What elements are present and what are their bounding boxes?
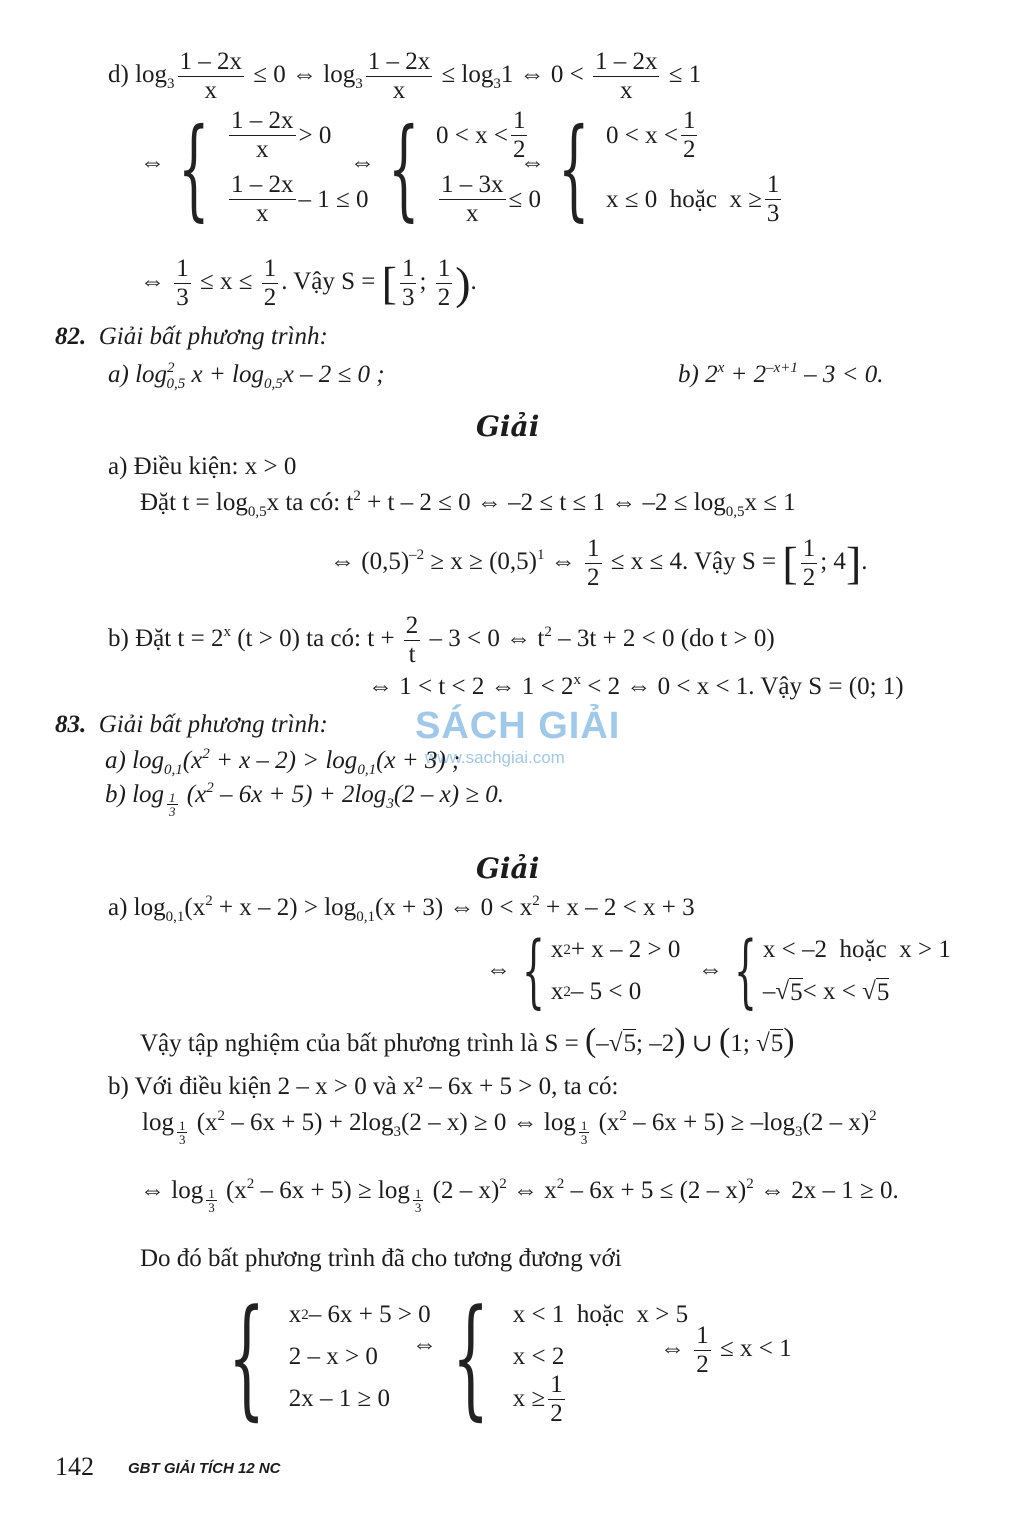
- exercise-82-header: [55, 322, 328, 352]
- equiv-arrow: ⇔: [698, 956, 723, 983]
- equiv-arrow: ⇔: [140, 149, 165, 176]
- solution-heading-83: Giải: [476, 852, 540, 885]
- line-d-main: d) $\log_3$ $\frac{1 - 2x}{x}$ ≤ 0 ⇔ $\log_3$ $\frac{1 - 2x}{x}$ ≤ $\log_31$ ⇔ 0 < $\frac{1 - 2x}{x}$ ≤ 1: [108, 48, 702, 104]
- equiv-arrow: ⇔: [520, 149, 545, 176]
- system-83b-2: { x < 1 hoặc x > 5 x < 2 x ≥ $\frac{1}{2}$: [452, 1281, 689, 1433]
- line-82b-result: ⇔ 1 < t < 2 ⇔ $1 < 2^x < 2$ ⇔ 0 < x < 1. Vậy S = (0; 1): [368, 672, 904, 700]
- exercise-82-part-b: b) $2^x + 2^{-x+1} - 3 < 0$.: [678, 360, 884, 388]
- exercise-83-part-b: b) log $_{\frac{1}{3}}$ $(x^2 - 6x + 5) + 2\log_3(2 - x) \ge 0$.: [105, 780, 505, 820]
- page-number: 142: [55, 1452, 94, 1481]
- result-83a-text: Vậy tập nghiệm của bất phương trình là S =: [140, 1030, 579, 1057]
- system-d-3: { 0 < x < $\frac{1}{2}$ x ≤ 0 hoặc x ≥ $\frac{1}{3}$: [558, 103, 780, 232]
- line-82a-result: ⇔ $(0,5)^{-2} \ge x \ge (0,5)^1$ ⇔ $\frac{1}{2}$ ≤ x ≤ 4. Vậy S = [ $\frac{1}{2}$ ; 4].: [330, 535, 868, 591]
- line-82a-sub: Đặt $t = \log_{0,5}x$ ta có: $t^2 + t - 2 \le 0$ ⇔ –2 ≤ t ≤ 1 ⇔ $-2 \le \log_{0,5}x \le 1$: [140, 488, 796, 520]
- system-83a-1: { x 2 + x – 2 > 0 x 2 – 5 < 0: [522, 924, 681, 1017]
- exercise-83-prompt: Giải bất phương trình:: [98, 711, 328, 738]
- exercise-82-prompt: Giải bất phương trình:: [98, 323, 328, 350]
- line-83b-condition: b) Với điều kiện 2 – x > 0 và x² – 6x + 5 > 0, ta có:: [108, 1073, 619, 1100]
- line-83b-result: ⇔ $\frac{1}{2}$ ≤ x < 1: [660, 1322, 792, 1378]
- line-83a-main: a) $\log_{0,1}(x^2 + x - 2) > \log_{0,1}(x + 3)$ ⇔ $0 < x^2 + x - 2 < x + 3$: [108, 893, 695, 925]
- word-hoac: hoặc: [839, 936, 887, 963]
- line-83b-step2: ⇔ log $_{\frac{1}{3}}$ $(x^2 - 6x + 5) \ge \log$ $_{\frac{1}{3}}$ (2 – x)$^2$ ⇔ $x^2 - 6x + 5 \le (2 - x)^2$ ⇔ 2x – 1 ≥ 0.: [140, 1176, 899, 1216]
- equiv-arrow: ⇔: [350, 149, 375, 176]
- line-82a-condition: a) Điều kiện: x > 0: [108, 453, 297, 480]
- book-title: GBT GIẢI TÍCH 12 NC: [128, 1460, 281, 1477]
- exercise-83-number: 83.: [55, 711, 87, 738]
- line-83a-result: Vậy tập nghiệm của bất phương trình là S = (–√5; –2) ∪ (1; √5): [140, 1022, 795, 1059]
- exercise-83-part-a: a) $\log_{0,1}(x^2 + x - 2) > \log_{0,1}(x + 3)$ ;: [105, 746, 461, 778]
- solution-heading-82: Giải: [476, 410, 540, 443]
- line-83b-equiv-text: Do đó bất phương trình đã cho tương đương với: [140, 1245, 622, 1272]
- watermark-brand: SÁCH GIẢI: [415, 705, 621, 747]
- system-d-1: { $\frac{1 - 2x}{x}$ > 0 $\frac{1 - 2x}{x}$ – 1 ≤ 0: [178, 103, 369, 232]
- exercise-82-part-a: a) $\log^2_{0,5} x + \log_{0,5}x - 2 \le 0$ ;: [108, 360, 385, 392]
- system-d-2: { 0 < x < $\frac{1}{2}$ $\frac{1 - 3x}{x}$ ≤ 0: [388, 103, 541, 232]
- equiv-arrow: ⇔: [412, 1331, 437, 1358]
- equiv-arrow: ⇔: [486, 956, 511, 983]
- watermark-url: www.sachgiai.com: [425, 748, 565, 767]
- line-83b-step1: log $_{\frac{1}{3}}$ $(x^2 - 6x + 5) + 2\log_3(2 - x) \ge 0$ ⇔ log $_{\frac{1}{3}}$ $(x^2 - 6x + 5) \ge -\log_3(2 - x)^2$: [142, 1108, 877, 1148]
- system-83b-1: { x 2 – 6x + 5 > 0 2 – x > 0 2x – 1 ≥ 0: [228, 1281, 431, 1433]
- line-d-result: ⇔ $\frac{1}{3}$ ≤ x ≤ $\frac{1}{2}$ . Vậy S = [ $\frac{1}{3}$ ; $\frac{1}{2}$ ).: [140, 255, 477, 311]
- line-82b-sub: b) Đặt $t = 2^x$ (t > 0) ta có: t + $\frac{2}{t}$ – 3 < 0 ⇔ $t^2 - 3t + 2 < 0$ (do t > 0): [108, 612, 775, 668]
- word-hoac: hoặc: [576, 1301, 625, 1328]
- exercise-82-number: 82.: [55, 323, 87, 350]
- system-83a-2: { x < –2 hoặc x > 1 –√ 5 < x < √ 5: [734, 924, 951, 1017]
- exercise-83-header: [55, 710, 328, 740]
- word-hoac: hoặc: [669, 185, 717, 213]
